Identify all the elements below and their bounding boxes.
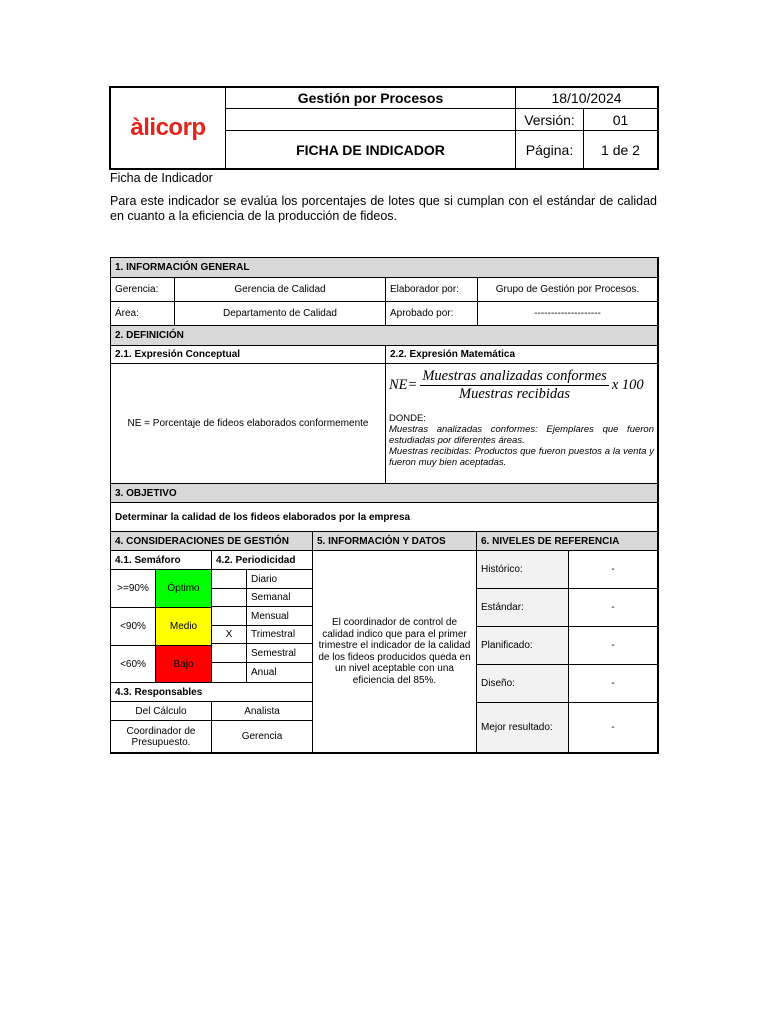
responsable-who-calculo: Analista	[212, 702, 313, 721]
elaborador-value: Grupo de Gestión por Procesos.	[478, 278, 658, 302]
definition-conformes: Muestras analizadas conformes: Ejemplares que fueron estudiadas por diferentes áreas.	[389, 424, 654, 446]
section-info-title: 5. INFORMACIÓN Y DATOS	[313, 532, 477, 551]
area-label: Área:	[111, 302, 175, 326]
section-management-title: 4. CONSIDERACIONES DE GESTIÓN	[111, 532, 313, 551]
formula	[389, 368, 654, 403]
reference-historico-value: -	[569, 551, 658, 589]
reference-diseno-label: Diseño:	[477, 665, 569, 703]
page-label: Página:	[515, 130, 583, 168]
reference-mejor-value: -	[569, 703, 658, 753]
definition-recibidas: Muestras recibidas: Productos que fueron puestos a la venta y fueron muy bien aceptadas.	[389, 446, 654, 468]
periodicidad-mark-diario	[212, 570, 247, 589]
document-date: 18/10/2024	[515, 88, 657, 108]
donde-label: DONDE:	[389, 413, 426, 424]
document-title: FICHA DE INDICADOR	[225, 130, 515, 168]
semaforo-range-optimo: >=90%	[111, 570, 156, 608]
responsable-role-calculo: Del Cálculo	[111, 702, 212, 721]
document-header	[109, 86, 659, 170]
objective-text: Determinar la calidad de los fideos elaborados por la empresa	[111, 503, 658, 532]
semaforo-range-bajo: <60%	[111, 646, 156, 683]
area-value: Departamento de Calidad	[175, 302, 386, 326]
gerencia-value: Gerencia de Calidad	[175, 278, 386, 302]
conceptual-expression: NE = Porcentaje de fideos elaborados conformemente	[111, 364, 386, 484]
reference-mejor-label: Mejor resultado:	[477, 703, 569, 753]
section-definition-title: 2. DEFINICIÓN	[111, 326, 658, 346]
conceptual-title: 2.1. Expresión Conceptual	[111, 346, 386, 364]
periodicidad-diario: Diario	[247, 570, 313, 589]
formula-multiplier: x 100	[611, 377, 644, 393]
semaforo-title: 4.1. Semáforo	[111, 551, 212, 570]
reference-planificado-label: Planificado:	[477, 627, 569, 665]
logo-text: àlicorp	[130, 114, 206, 141]
reference-planificado-value: -	[569, 627, 658, 665]
mathematical-expression	[386, 364, 658, 484]
aprobado-value: --------------------	[478, 302, 658, 326]
formula-lhs: NE=	[389, 377, 418, 393]
header-blank	[225, 108, 515, 130]
responsables-title: 4.3. Responsables	[111, 683, 313, 702]
periodicidad-semestral: Semestral	[247, 644, 313, 663]
formula-fraction	[420, 368, 608, 403]
semaforo-range-medio: <90%	[111, 608, 156, 646]
periodicidad-trimestral: Trimestral	[247, 626, 313, 644]
semaforo-level-medio: Medio	[156, 608, 212, 646]
process-name: Gestión por Procesos	[225, 88, 515, 108]
section-reference-title: 6. NIVELES DE REFERENCIA	[477, 532, 658, 551]
elaborador-label: Elaborador por:	[386, 278, 478, 302]
page-value: 1 de 2	[583, 130, 657, 168]
section-general-title: 1. INFORMACIÓN GENERAL	[111, 258, 658, 278]
reference-diseno-value: -	[569, 665, 658, 703]
periodicidad-title: 4.2. Periodicidad	[212, 551, 313, 570]
reference-estandar-value: -	[569, 589, 658, 627]
section-objective-title: 3. OBJETIVO	[111, 484, 658, 503]
reference-estandar-label: Estándar:	[477, 589, 569, 627]
intro-paragraph: Para este indicador se evalúa los porcentajes de lotes que si cumplan con el estándar de calidad en cuanto a la eficiencia de la producción de fideos.	[110, 194, 657, 223]
gerencia-label: Gerencia:	[111, 278, 175, 302]
intro-caption: Ficha de Indicador	[110, 171, 213, 185]
formula-denominator: Muestras recibidas	[459, 386, 571, 402]
formula-numerator: Muestras analizadas conformes	[422, 368, 607, 384]
semaforo-level-bajo: Bajo	[156, 646, 212, 683]
version-value: 01	[583, 108, 657, 130]
reference-historico-label: Histórico:	[477, 551, 569, 589]
version-label: Versión:	[515, 108, 583, 130]
periodicidad-mark-mensual	[212, 607, 247, 626]
periodicidad-semanal: Semanal	[247, 589, 313, 607]
indicator-table	[110, 257, 659, 754]
logo	[111, 88, 225, 168]
periodicidad-mark-anual	[212, 663, 247, 683]
semaforo-level-optimo: Óptimo	[156, 570, 212, 608]
periodicidad-mark-semanal	[212, 589, 247, 607]
info-data-text: El coordinador de control de calidad indico que para el primer trimestre el indicador de la calidad de los fideos producidos queda en un nivel aceptable con una eficiencia del 85%.	[313, 551, 477, 753]
periodicidad-anual: Anual	[247, 663, 313, 683]
matematica-title: 2.2. Expresión Matemática	[386, 346, 658, 364]
periodicidad-mensual: Mensual	[247, 607, 313, 626]
aprobado-label: Aprobado por:	[386, 302, 478, 326]
responsable-who-coordinador: Gerencia	[212, 721, 313, 753]
periodicidad-mark-semestral	[212, 644, 247, 663]
periodicidad-mark-trimestral: X	[212, 626, 247, 644]
responsable-role-coordinador: Coordinador de Presupuesto.	[111, 721, 212, 753]
